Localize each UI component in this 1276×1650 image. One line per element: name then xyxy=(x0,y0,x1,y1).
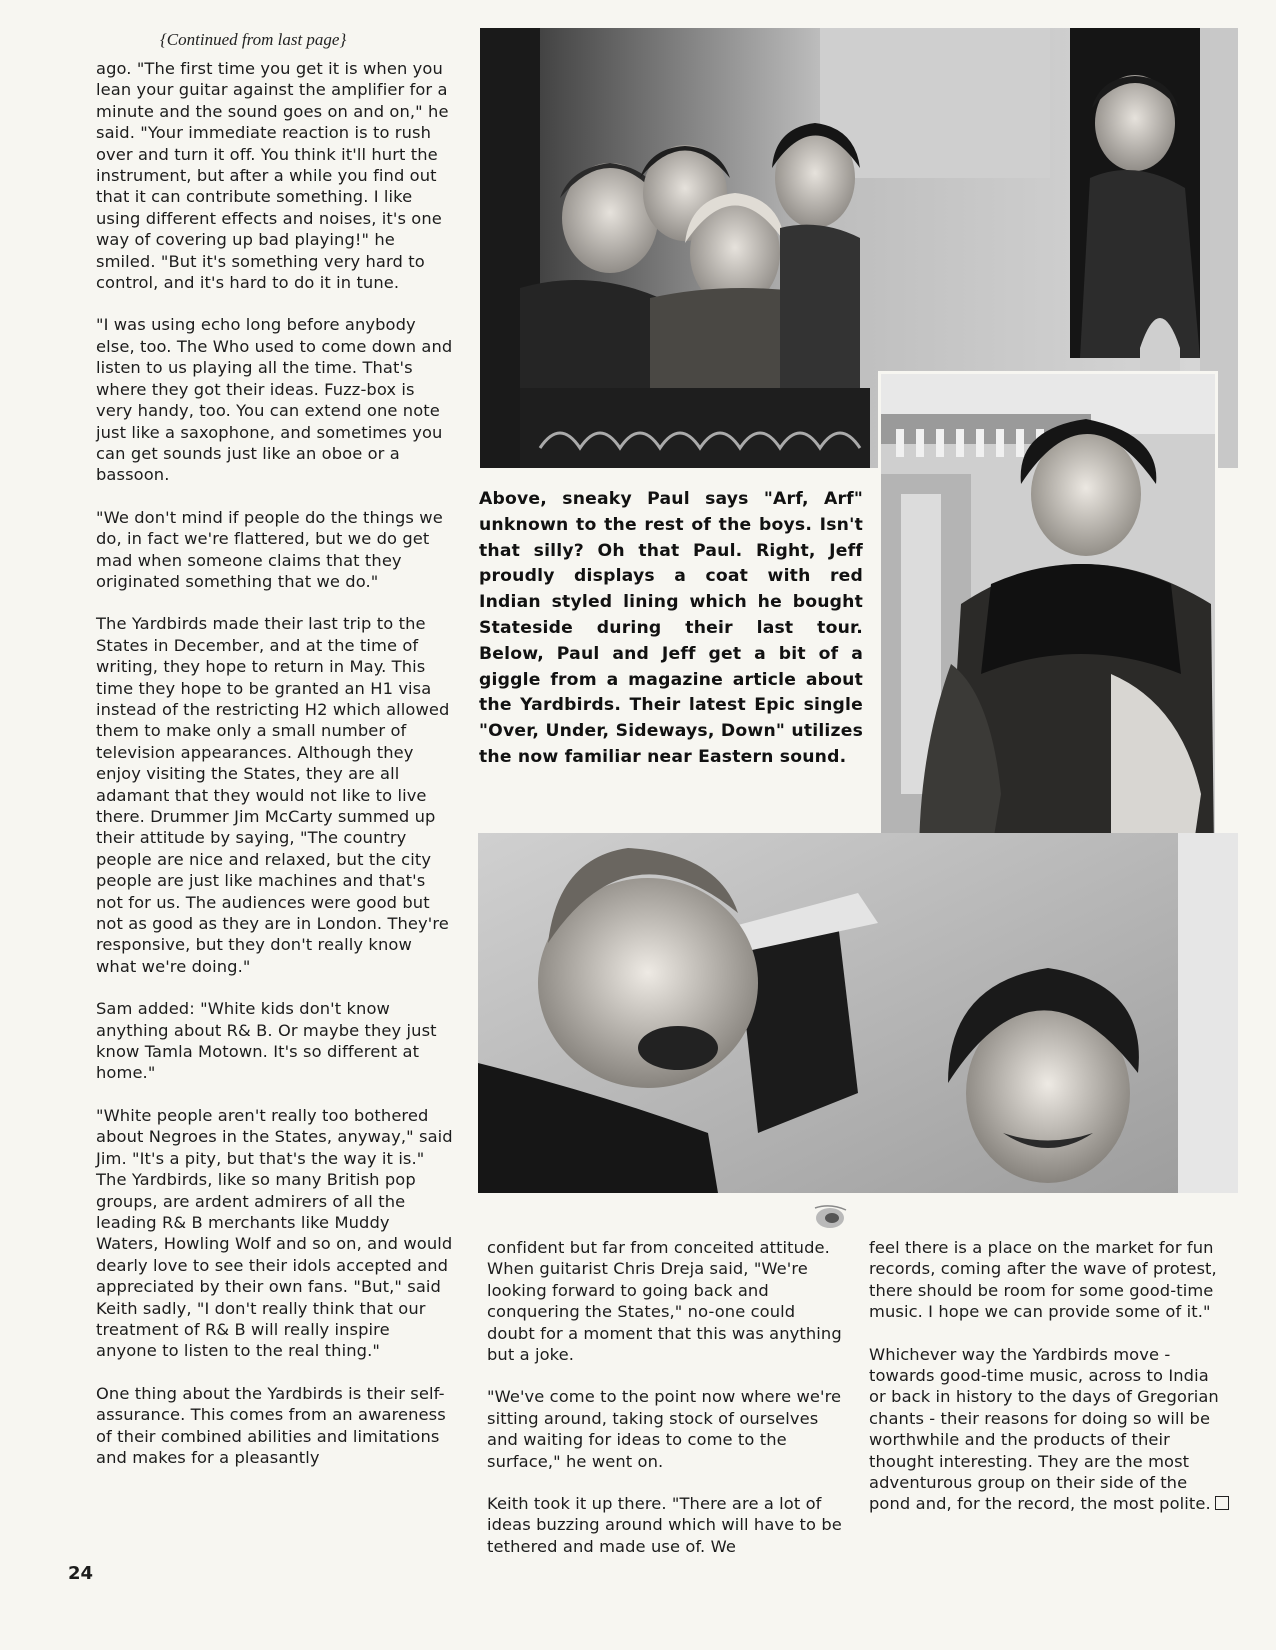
ink-smudge-icon xyxy=(810,1198,850,1238)
paragraph: feel there is a place on the market for fun records, coming after the wave of protest, there should be room for some good-time music. I hope we can provide some of it." xyxy=(869,1238,1217,1322)
page-number: 24 xyxy=(68,1563,94,1584)
paragraph: "I was using echo long before anybody else, too. The Who used to come down and listen to us playing all the time. That's where they got their ideas. Fuzz-box is very handy, too. You can extend one note just like a saxophone, and sometimes you can get sounds just like an oboe or a bassoon. xyxy=(96,315,453,485)
paragraph: confident but far from conceited attitude. When guitarist Chris Dreja said, "We're looking forward to going back and conquering the States," no-one could doubt for a moment that this was anything but a joke. xyxy=(487,1238,842,1365)
paragraph: One thing about the Yardbirds is their self-assurance. This comes from an awareness of their combined abilities and limitations and makes for a pleasantly xyxy=(96,1383,446,1467)
paragraph: Sam added: "White kids don't know anything about R& B. Or maybe they just know Tamla Motown. It's so different at home." xyxy=(96,999,437,1083)
paragraph: "We've come to the point now where we're sitting around, taking stock of ourselves and waiting for ideas to come to the surface," he went on. xyxy=(487,1387,842,1471)
paul-jeff-laughing-photo-image xyxy=(478,833,1238,1193)
paul-jeff-laughing-photo xyxy=(478,833,1238,1193)
end-of-article-icon xyxy=(1215,1496,1229,1510)
middle-text-column xyxy=(487,1237,847,1578)
paragraph: The Yardbirds, like so many British pop groups, are ardent admirers of all the leading R& B merchants like Muddy Waters, Howling Wolf and so on, and would dearly love to see their idols accepted and appreciated by their own fans. "But," said Keith sadly, "I don't really think that our treatment of R& B will really inspire anyone to listen to the real thing." xyxy=(96,1170,453,1361)
continued-note: {Continued from last page} xyxy=(160,30,347,49)
paragraph: Keith took it up there. "There are a lot of ideas buzzing around which will have to be tethered and made use of. We xyxy=(487,1494,842,1556)
paragraph: ago. "The first time you get it is when you lean your guitar against the amplifier for a minute and the sound goes on and on," he said. "Your immediate reaction is to rush over and turn it off. You think it'll hurt the instrument, but after a while you find out that it can contribute something. I like using different effects and noises, it's one way of covering up bad playing!" he smiled. "But it's something very hard to control, and it's hard to do it in tune. xyxy=(96,59,449,293)
paragraph: "We don't mind if people do the things we do, in fact we're flattered, but we do get mad when someone claims that they originated something that we do." xyxy=(96,507,443,591)
photo-caption: Above, sneaky Paul says "Arf, Arf" unknown to the rest of the boys. Isn't that silly? Oh that Paul. Right, Jeff proudly displays a coat with red Indian styled lining which he bought Stateside during their last tour. Below, Paul and Jeff get a bit of a giggle from a magazine article about the Yardbirds. Their latest Epic single "Over, Under, Sideways, Down" utilizes the now familiar near Eastern sound. xyxy=(479,489,863,767)
left-text-column xyxy=(96,58,453,1489)
paragraph xyxy=(869,1344,1229,1515)
paragraph: "White people aren't really too bothered about Negroes in the States, anyway," said Jim. "It's a pity, but that's the way it is." xyxy=(96,1105,453,1168)
closing-paragraph-text: Whichever way the Yardbirds move - towards good-time music, across to India or back in history to the days of Gregorian chants - their reasons for doing so will be worthwhile and the products of their thought interesting. They are the most adventurous group on their side of the pond and, for the record, the most polite. xyxy=(869,1344,1219,1514)
right-text-column xyxy=(869,1237,1229,1536)
paragraph: The Yardbirds made their last trip to the States in December, and at the time of writing, they hope to return in May. This time they hope to be granted an H1 visa instead of the restricting H2 which allowed them to make only a small number of television appearances. Although they enjoy visiting the States, they are all adamant that they would not like to live there. Drummer Jim McCarty summed up their attitude by saying, "The country people are nice and relaxed, but the city people are just like machines and that's not for us. The audiences were good but not as good as they are in London. They're responsive, but they don't really know what we're doing." xyxy=(96,614,450,976)
